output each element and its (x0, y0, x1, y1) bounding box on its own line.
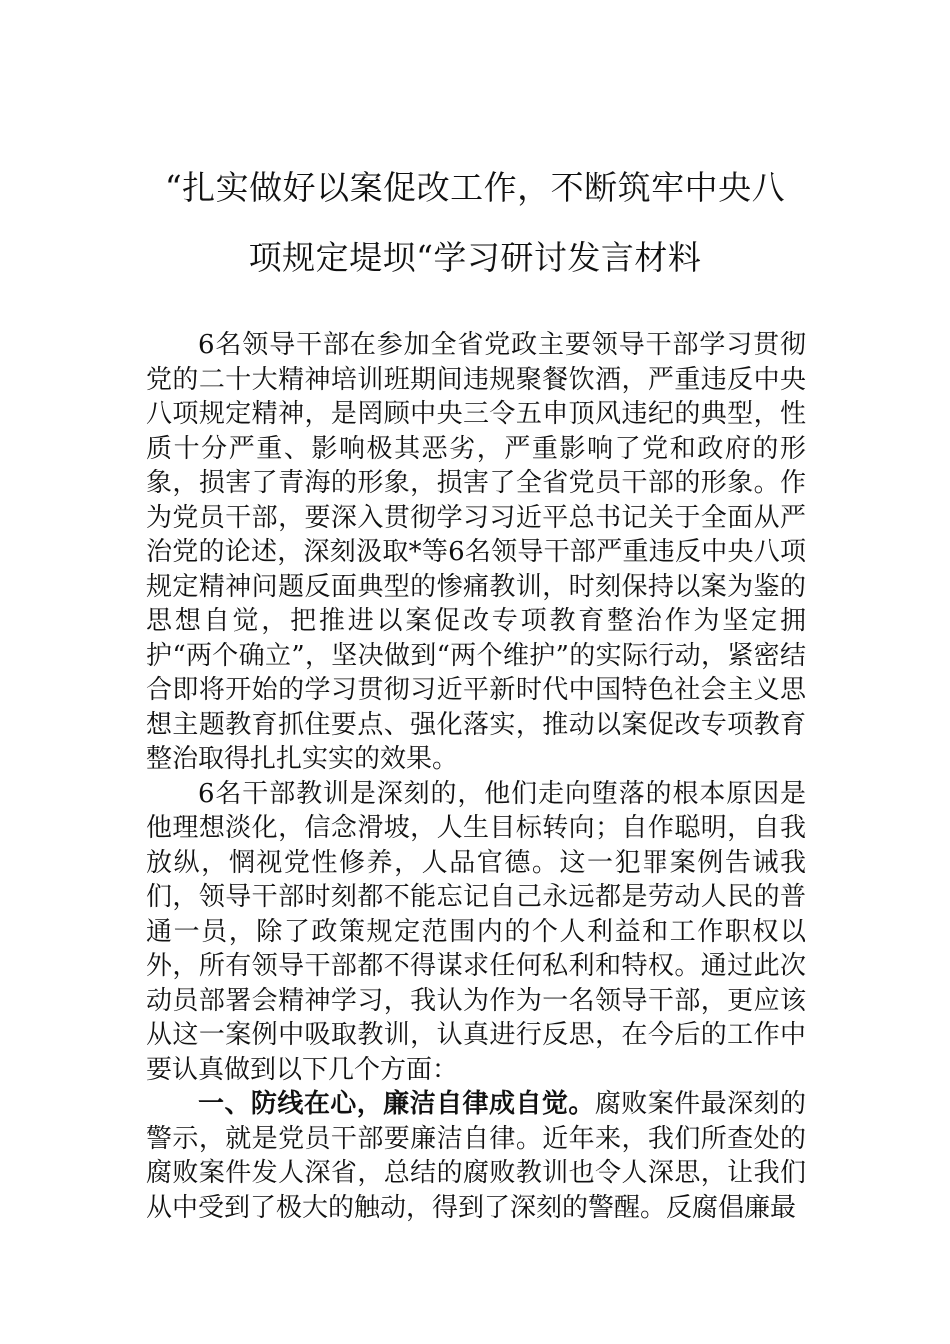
paragraph-2: 6名干部教训是深刻的，他们走向堕落的根本原因是他理想淡化，信念滑坡，人生目标转向；自作聪明，自我放纵，惘视党性修养，人品官德。这一犯罪案例告诫我们，领导干部时刻都不能忘记自己永远都是劳动人民的普通一员，除了政策规定范围内的个人利益和工作职权以外，所有领导干部都不得谋求任何私利和特权。通过此次动员部署会精神学习，我认为作为一名领导干部，更应该从这一案例中吸取教训，认真进行反思，在今后的工作中要认真做到以下几个方面： (146, 778, 806, 1085)
section-text: 腐败案件最深刻的警示，就是党员干部要廉洁自律。近年来，我们所查处的腐败案件发人深省，总结的腐败教训也令人深思，让我们从中受到了极大的触动，得到了深刻的警醒。反腐倡廉最 (146, 1089, 806, 1223)
document-title-line1: “扎实做好以案促改工作，不断筑牢中央八 (164, 168, 786, 207)
section-heading: 一、防线在心，廉洁自律成自觉。 (198, 1089, 595, 1119)
paragraph-3 (146, 1087, 806, 1225)
document-title-line2: 项规定堤坝“学习研讨发言材料 (248, 238, 702, 277)
paragraph-1: 6名领导干部在参加全省党政主要领导干部学习贯彻党的二十大精神培训班期间违规聚餐饮酒，严重违反中央八项规定精神，是罔顾中央三令五申顶风违纪的典型，性质十分严重、影响极其恶劣，严重影响了党和政府的形象，损害了青海的形象，损害了全省党员干部的形象。作为党员干部，要深入贯彻学习习近平总书记关于全面从严治党的论述，深刻汲取*等6名领导干部严重违反中央八项规定精神问题反面典型的惨痛教训，时刻保持以案为鉴的思想自觉，把推进以案促改专项教育整治作为坚定拥护“两个确立”，坚决做到“两个维护”的实际行动，紧密结合即将开始的学习贯彻习近平新时代中国特色社会主义思想主题教育抓住要点、强化落实，推动以案促改专项教育整治取得扎扎实实的效果。 (146, 330, 806, 774)
document-body (146, 328, 806, 1225)
